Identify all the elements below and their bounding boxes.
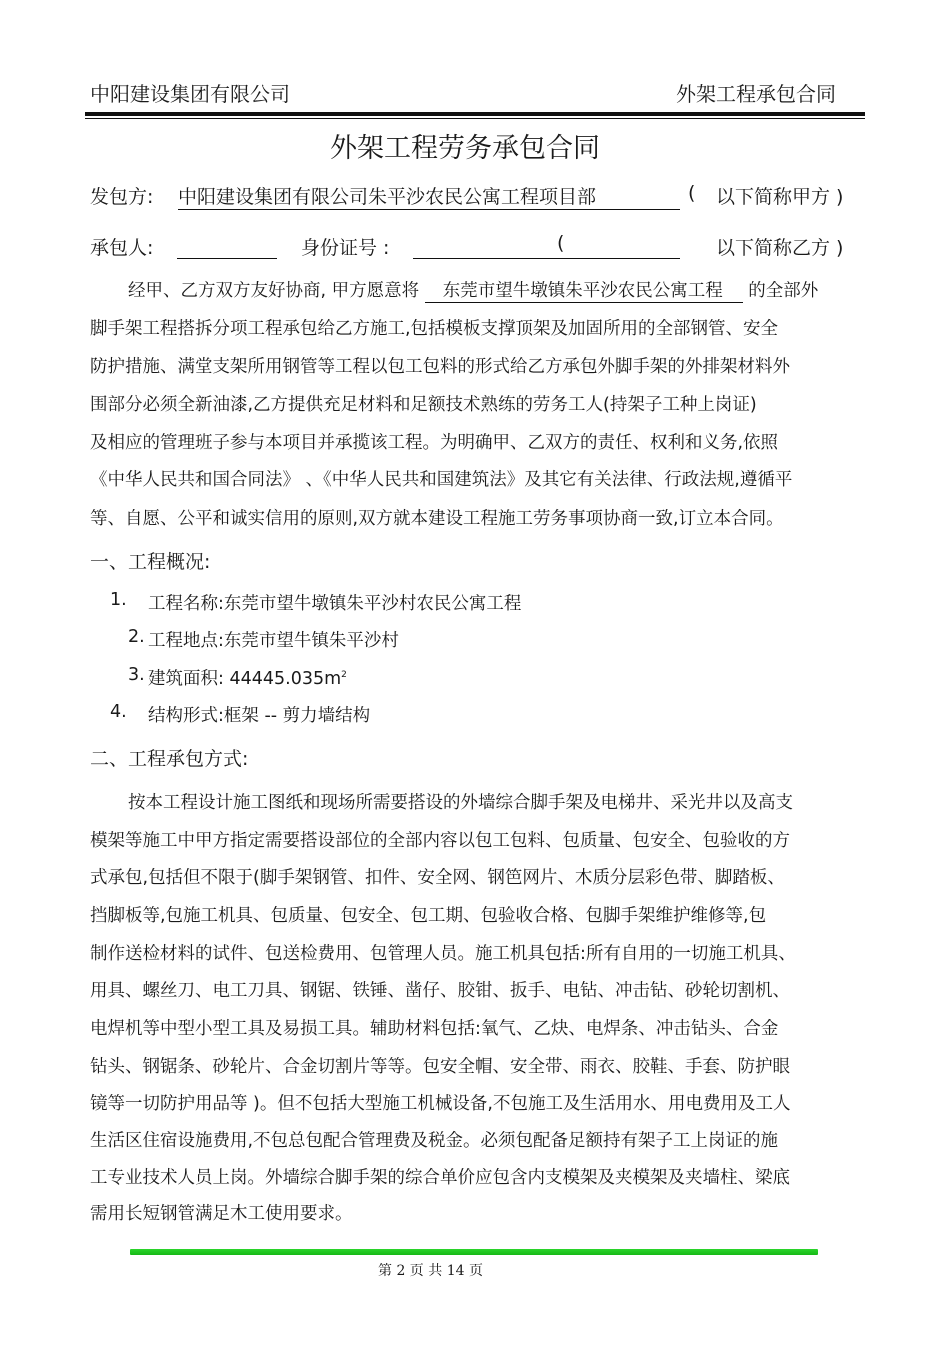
party-b-name-blank (177, 258, 277, 259)
section-1-item: 结构形式:框架 -- 剪力墙结构 (148, 706, 371, 726)
header-rule-thick (85, 112, 865, 116)
intro-line: 《中华人民共和国合同法》 、《中华人民共和国建筑法》及其它有关法律、行政法规,遵循平 (90, 470, 793, 490)
section-2-line: 用具、螺丝刀、电工刀具、钢锯、铁锤、凿仔、胶钳、扳手、电钻、冲击钻、砂轮切割机、 (90, 981, 790, 1001)
section-2-line: 工专业技术人员上岗。外墙综合脚手架的综合单价应包含内支模架及夹模架及夹墙柱、梁底 (90, 1168, 790, 1188)
section-1-item-num: 3. (128, 665, 145, 685)
intro-line: 及相应的管理班子参与本项目并承揽该工程。为明确甲、乙双方的责任、权利和义务,依照 (90, 433, 779, 453)
party-b-label: 承包人: (90, 237, 154, 259)
intro-line: 防护措施、满堂支架所用钢管等工程以包工包料的形式给乙方承包外脚手架的外排架材料外 (90, 357, 790, 377)
section-2-line: 按本工程设计施工图纸和现场所需要搭设的外墙综合脚手架及电梯井、采光井以及高支 (128, 793, 793, 813)
party-a-label: 发包方: (90, 186, 154, 208)
party-b-suffix: 以下简称乙方 ) (716, 237, 844, 259)
header-company: 中阳建设集团有限公司 (90, 82, 290, 106)
intro-line-1: 经甲、乙方双方友好协商, 甲方愿意将 东莞市望牛墩镇朱平沙农民公寓工程 的全部外 (128, 277, 818, 303)
superscript-2: 2 (341, 670, 347, 681)
section-2-line: 制作送检材料的试件、包送检费用、包管理人员。施工机具包括:所有自用的一切施工机具、 (90, 944, 796, 964)
intro-line: 等、自愿、公平和诚实信用的原则,双方就本建设工程施工劳务事项协商一致,订立本合同。 (90, 509, 784, 529)
section-2-line: 挡脚板等,包施工机具、包质量、包安全、包工期、包验收合格、包脚手架维护维修等,包 (90, 906, 767, 926)
id-number-blank (413, 258, 680, 259)
section-1-heading: 一、工程概况: (90, 551, 211, 573)
section-2-line: 式承包,包括但不限于(脚手架钢管、扣件、安全网、钢笆网片、木质分层彩色带、脚踏板、 (90, 868, 785, 888)
page-number: 第 2 页 共 14 页 (378, 1263, 483, 1279)
header-doc-name: 外架工程承包合同 (676, 82, 836, 106)
section-1-item-num: 4. (110, 702, 127, 722)
section-1-item: 工程地点:东莞市望牛镇朱平沙村 (148, 631, 399, 651)
footer-rule (130, 1249, 818, 1255)
section-1-item-num: 1. (110, 590, 127, 610)
section-1-item-num: 2. (128, 627, 145, 647)
section-2-line: 镜等一切防护用品等 )。但不包括大型施工机械设备,不包施工及生活用水、用电费用及工人 (90, 1094, 791, 1114)
party-a-suffix: 以下简称甲方 ) (716, 186, 844, 208)
intro-project-name: 东莞市望牛墩镇朱平沙农民公寓工程 (425, 277, 743, 303)
intro-line: 围部分必须全新油漆,乙方提供充足材料和足额技术熟练的劳务工人(持架子工种上岗证) (90, 395, 757, 415)
intro-line: 脚手架工程搭拆分项工程承包给乙方施工,包括模板支撑顶架及加固所用的全部钢管、安全 (90, 319, 779, 339)
section-2-line: 钻头、钢锯条、砂轮片、合金切割片等等。包安全帽、安全带、雨衣、胶鞋、手套、防护眼 (90, 1057, 790, 1077)
id-number-label: 身份证号 : (301, 237, 390, 259)
page-title: 外架工程劳务承包合同 (330, 133, 600, 164)
header-rule-thin (85, 118, 865, 119)
section-2-heading: 二、工程承包方式: (90, 748, 249, 770)
party-a-paren: ( (688, 182, 696, 204)
section-2-line: 电焊机等中型小型工具及易损工具。辅助材料包括:氧气、乙炔、电焊条、冲击钻头、合金 (90, 1019, 779, 1039)
party-b-paren: ( (557, 232, 565, 254)
section-2-line: 需用长短钢管满足木工使用要求。 (90, 1204, 353, 1224)
section-1-item: 工程名称:东莞市望牛墩镇朱平沙村农民公寓工程 (148, 594, 522, 614)
section-2-line: 生活区住宿设施费用,不包总包配合管理费及税金。必须包配备足额持有架子工上岗证的施 (90, 1131, 779, 1151)
party-a-name: 中阳建设集团有限公司朱平沙农民公寓工程项目部 (178, 182, 680, 210)
section-1-item: 建筑面积: $44445.035m^2$ (148, 669, 347, 689)
section-2-line: 模架等施工中甲方指定需要搭设部位的全部内容以包工包料、包质量、包安全、包验收的方 (90, 831, 790, 851)
